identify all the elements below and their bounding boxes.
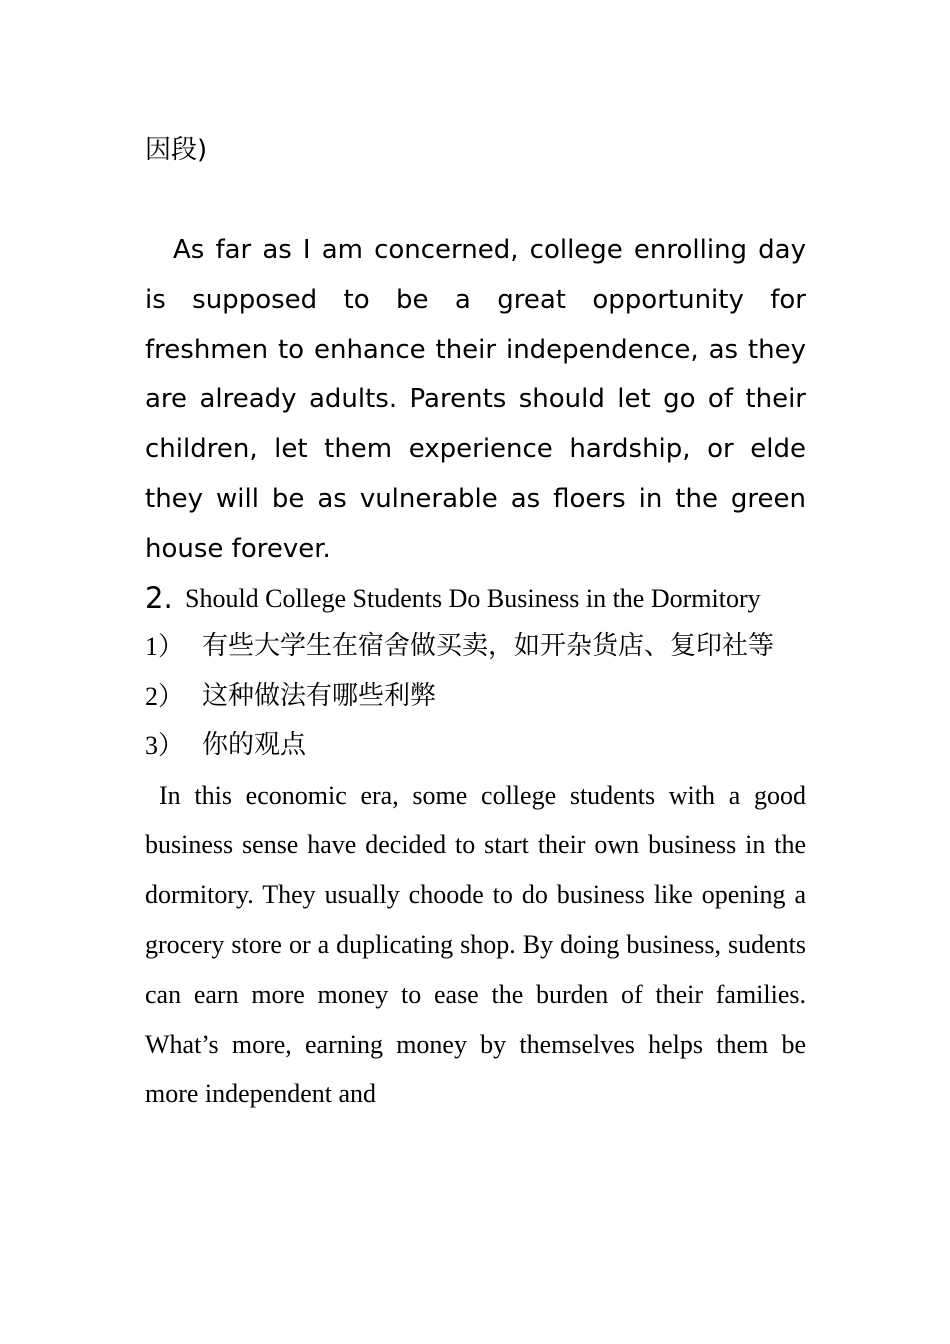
outline-point-1 bbox=[145, 622, 806, 672]
topic-heading bbox=[145, 575, 806, 623]
topic-number: 2. bbox=[145, 580, 173, 615]
outline-point-text: 有些大学生在宿舍做买卖，如开杂货店、复印社等 bbox=[202, 631, 775, 662]
topic-title: Should College Students Do Business in the Dormitory bbox=[185, 583, 761, 613]
essay-paragraph-2: In this economic era, some college students with a good business sense have decided to start their own business in the dormitory. They usually choode to do business like opening a grocery store or a duplicating shop. By doing business, sudents can earn more money to ease the burden of their families. What’s more, earning money by themselves helps them be more independent and bbox=[145, 780, 806, 1109]
outline-point-number: 1） bbox=[145, 632, 185, 662]
outline-point-number: 3） bbox=[145, 731, 185, 761]
outline-point-text: 你的观点 bbox=[202, 730, 307, 761]
document-body bbox=[145, 128, 806, 1119]
fragment-text: 因段) bbox=[145, 135, 208, 165]
outline-point-2 bbox=[145, 672, 806, 722]
outline-point-text: 这种做法有哪些利弊 bbox=[202, 680, 437, 711]
essay-paragraph-1: As far as I am concerned, college enrolling day is supposed to be a great opportunity for freshmen to enhance their independence, as they are already adults. Parents should let go of their children, let them experience hardship, or elde they will be as vulnerable as floers in the green house forever. bbox=[145, 235, 806, 564]
outline-point-3 bbox=[145, 721, 806, 771]
outline-point-number: 2） bbox=[145, 681, 185, 711]
